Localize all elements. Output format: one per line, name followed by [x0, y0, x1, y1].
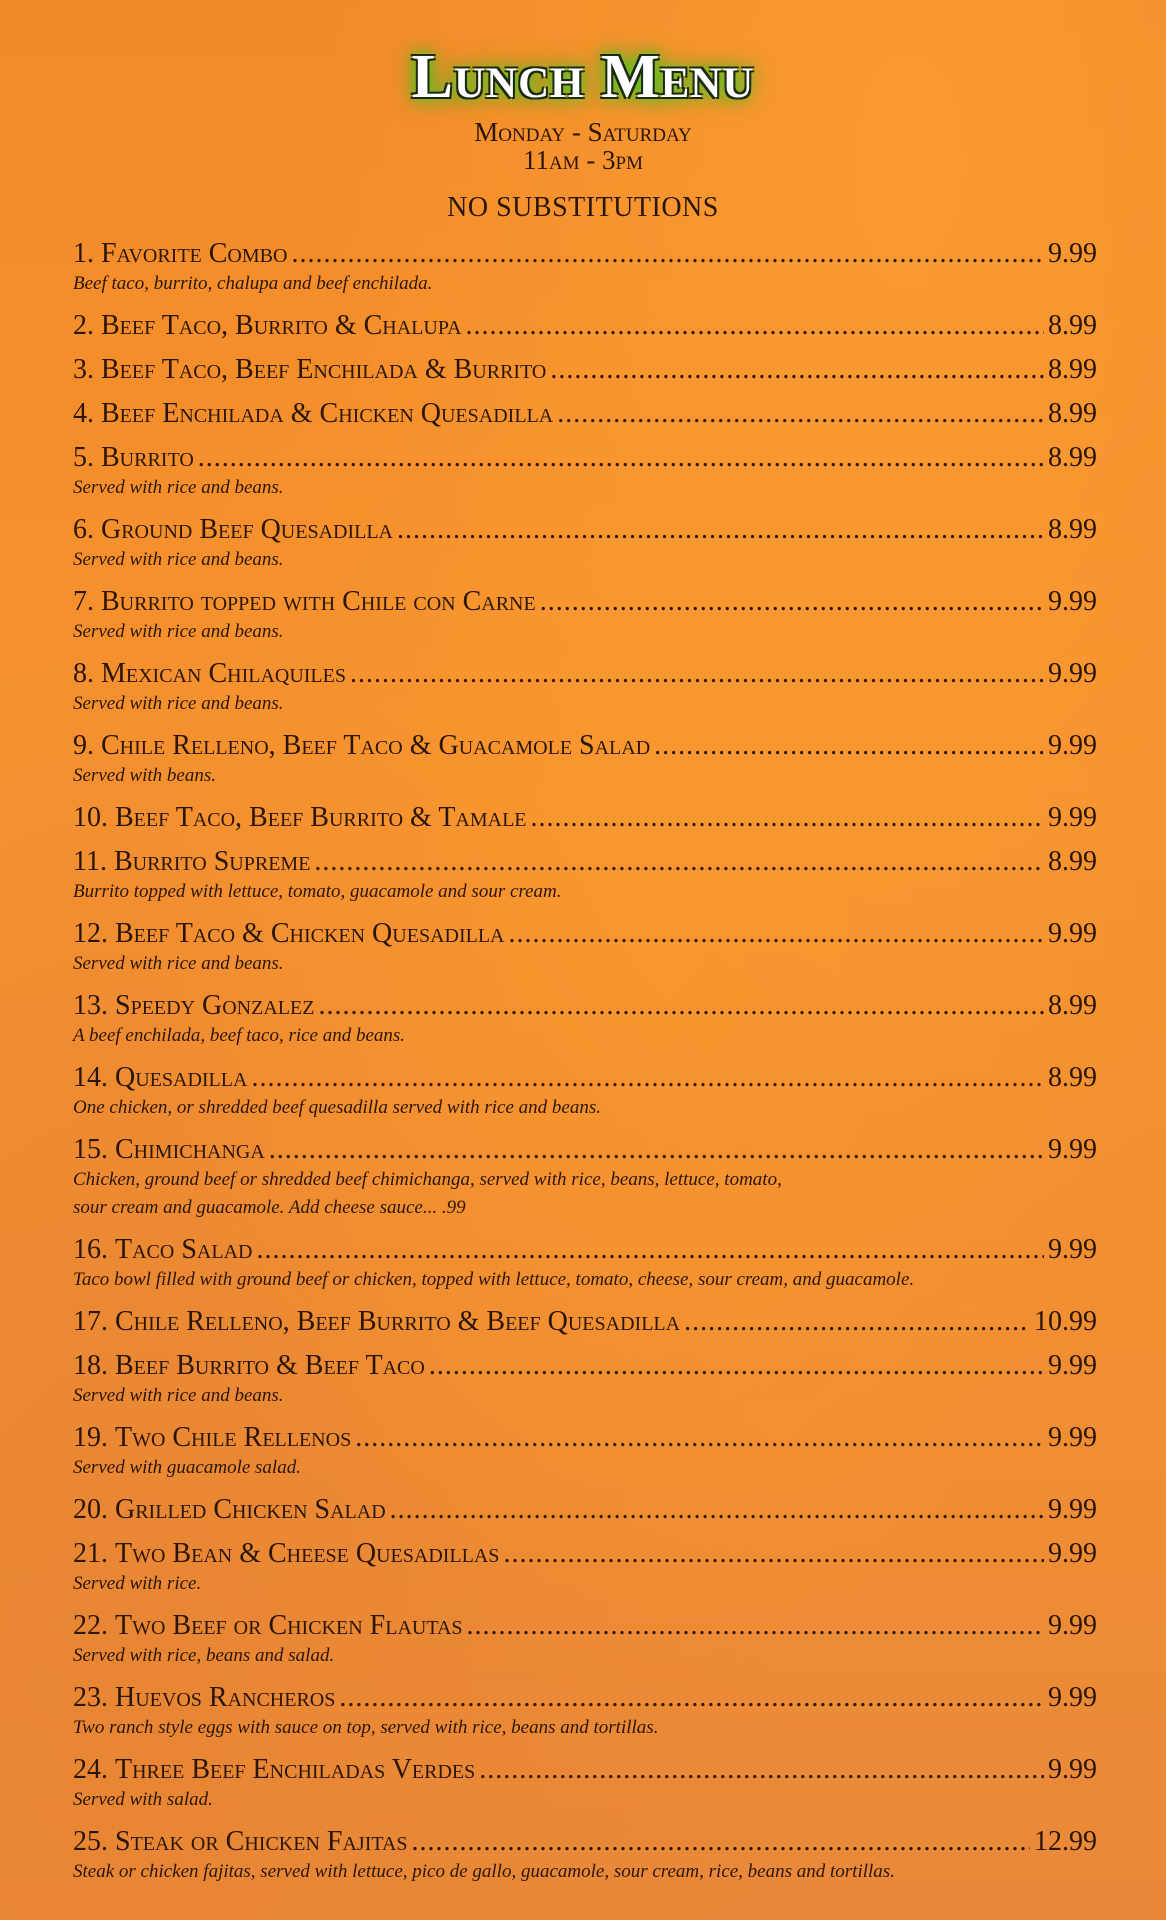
- dot-leader: [479, 1752, 1044, 1788]
- item-name: Taco Salad: [115, 1234, 253, 1265]
- item-number: 10.: [73, 802, 108, 833]
- menu-item: [73, 1680, 1097, 1742]
- item-price: 8.99: [1048, 514, 1097, 545]
- item-name: Mexican Chilaquiles: [101, 658, 346, 689]
- menu-item: [73, 1420, 1097, 1482]
- item-description: Served with rice.: [73, 1573, 202, 1594]
- menu-item: [73, 988, 1097, 1050]
- item-number: 22.: [73, 1610, 108, 1641]
- item-name: Beef Taco, Beef Burrito & Tamale: [115, 802, 527, 833]
- item-description: Two ranch style eggs with sauce on top, served with rice, beans and tortillas.: [73, 1717, 659, 1738]
- menu-item: [73, 1608, 1097, 1670]
- item-name: Grilled Chicken Salad: [115, 1494, 386, 1525]
- item-price: 8.99: [1048, 1062, 1097, 1093]
- item-description: Taco bowl filled with ground beef or chicken, topped with lettuce, tomato, cheese, sour cream, and guacamole.: [73, 1269, 915, 1290]
- dot-leader: [318, 988, 1044, 1024]
- item-price: 8.99: [1048, 442, 1097, 473]
- item-description: Served with rice and beans.: [73, 1385, 284, 1406]
- item-description: Served with rice and beans.: [73, 953, 284, 974]
- dot-leader: [540, 584, 1044, 620]
- item-number: 21.: [73, 1538, 108, 1569]
- item-description: Served with salad.: [73, 1789, 213, 1810]
- item-price: 9.99: [1048, 1538, 1097, 1569]
- item-price: 9.99: [1048, 1422, 1097, 1453]
- dot-leader: [684, 1304, 1030, 1340]
- item-number: 14.: [73, 1062, 108, 1093]
- menu-item: [73, 1348, 1097, 1410]
- item-name: Burrito: [101, 442, 194, 473]
- item-name: Chile Relleno, Beef Burrito & Beef Quesadilla: [115, 1306, 681, 1337]
- menu-item: [73, 236, 1097, 298]
- item-number: 18.: [73, 1350, 108, 1381]
- item-name: Two Beef or Chicken Flautas: [115, 1610, 463, 1641]
- dot-leader: [466, 308, 1044, 344]
- item-number: 4.: [73, 398, 94, 429]
- dot-leader: [269, 1132, 1044, 1168]
- item-description: Steak or chicken fajitas, served with lettuce, pico de gallo, guacamole, sour cream, rice, beans and tortillas.: [73, 1861, 895, 1882]
- item-name: Burrito topped with Chile con Carne: [101, 586, 536, 617]
- item-description: Beef taco, burrito, chalupa and beef enchilada.: [73, 273, 433, 294]
- item-description: Served with guacamole salad.: [73, 1457, 301, 1478]
- item-description: A beef enchilada, beef taco, rice and beans.: [73, 1025, 406, 1046]
- menu-title: Lunch Menu: [411, 43, 755, 111]
- menu-item: [73, 656, 1097, 718]
- item-number: 13.: [73, 990, 108, 1021]
- menu-header: [0, 0, 1166, 224]
- menu-item: [73, 512, 1097, 574]
- item-name: Burrito Supreme: [113, 846, 311, 877]
- item-price: 8.99: [1048, 398, 1097, 429]
- item-number: 15.: [73, 1134, 108, 1165]
- dot-leader: [412, 1824, 1030, 1860]
- item-description: Burrito topped with lettuce, tomato, guacamole and sour cream.: [73, 881, 562, 902]
- dot-leader: [654, 728, 1044, 764]
- item-name: Beef Burrito & Beef Taco: [115, 1350, 425, 1381]
- item-price: 9.99: [1048, 238, 1097, 269]
- menu-item: [73, 916, 1097, 978]
- dot-leader: [467, 1608, 1044, 1644]
- menu-item: [73, 1060, 1097, 1122]
- item-description: Served with rice and beans.: [73, 621, 284, 642]
- dot-leader: [429, 1348, 1044, 1384]
- item-name: Quesadilla: [115, 1062, 248, 1093]
- item-price: 9.99: [1048, 1350, 1097, 1381]
- item-description: Served with rice and beans.: [73, 693, 284, 714]
- item-name: Chile Relleno, Beef Taco & Guacamole Salad: [101, 730, 651, 761]
- item-price: 8.99: [1048, 354, 1097, 385]
- item-number: 24.: [73, 1754, 108, 1785]
- dot-leader: [503, 1536, 1044, 1572]
- menu-item: [73, 1304, 1097, 1340]
- item-price: 8.99: [1048, 846, 1097, 877]
- menu-item: [73, 1536, 1097, 1598]
- menu-item: [73, 1232, 1097, 1294]
- item-number: 9.: [73, 730, 94, 761]
- item-name: Chimichanga: [115, 1134, 265, 1165]
- dot-leader: [390, 1492, 1044, 1528]
- menu-item: [73, 728, 1097, 790]
- dot-leader: [314, 844, 1044, 880]
- dot-leader: [557, 396, 1044, 432]
- item-name: Two Bean & Cheese Quesadillas: [115, 1538, 500, 1569]
- item-number: 17.: [73, 1306, 108, 1337]
- item-name: Favorite Combo: [101, 238, 288, 269]
- dot-leader: [291, 236, 1044, 272]
- item-name: Steak or Chicken Fajitas: [115, 1826, 408, 1857]
- item-number: 11.: [73, 846, 107, 877]
- item-price: 9.99: [1048, 1134, 1097, 1165]
- item-number: 19.: [73, 1422, 108, 1453]
- item-price: 9.99: [1048, 1494, 1097, 1525]
- item-number: 7.: [73, 586, 94, 617]
- item-description: Served with rice and beans.: [73, 549, 284, 570]
- menu-item: [73, 396, 1097, 432]
- item-description: Served with rice and beans.: [73, 477, 284, 498]
- item-price: 8.99: [1048, 310, 1097, 341]
- item-name: Beef Enchilada & Chicken Quesadilla: [101, 398, 554, 429]
- item-price: 10.99: [1034, 1306, 1097, 1337]
- item-number: 23.: [73, 1682, 108, 1713]
- item-name: Three Beef Enchiladas Verdes: [115, 1754, 476, 1785]
- item-price: 9.99: [1048, 1682, 1097, 1713]
- item-name: Beef Taco, Burrito & Chalupa: [101, 310, 462, 341]
- item-number: 16.: [73, 1234, 108, 1265]
- item-description: Chicken, ground beef or shredded beef chimichanga, served with rice, beans, lettuce, tomato, sour cream and guacamole. Add cheese sauce... .99: [73, 1169, 782, 1218]
- item-price: 9.99: [1048, 918, 1097, 949]
- menu-item: [73, 800, 1097, 836]
- item-description: Served with beans.: [73, 765, 217, 786]
- dot-leader: [350, 656, 1044, 692]
- item-description: Served with rice, beans and salad.: [73, 1645, 335, 1666]
- item-price: 8.99: [1048, 990, 1097, 1021]
- item-number: 6.: [73, 514, 94, 545]
- dot-leader: [339, 1680, 1044, 1716]
- item-price: 9.99: [1048, 658, 1097, 689]
- item-price: 9.99: [1048, 1754, 1097, 1785]
- dot-leader: [355, 1420, 1044, 1456]
- menu-item: [73, 1824, 1097, 1886]
- menu-item: [73, 844, 1097, 906]
- dot-leader: [198, 440, 1044, 476]
- menu-item: [73, 584, 1097, 646]
- item-price: 9.99: [1048, 802, 1097, 833]
- item-number: 1.: [73, 238, 94, 269]
- item-name: Ground Beef Quesadilla: [101, 514, 393, 545]
- no-substitutions-notice: NO SUBSTITUTIONS: [447, 192, 719, 223]
- item-name: Two Chile Rellenos: [115, 1422, 352, 1453]
- item-description: One chicken, or shredded beef quesadilla served with rice and beans.: [73, 1097, 602, 1118]
- item-price: 9.99: [1048, 1610, 1097, 1641]
- dot-leader: [550, 352, 1044, 388]
- menu-item: [73, 1132, 1097, 1222]
- dot-leader: [251, 1060, 1044, 1096]
- item-number: 20.: [73, 1494, 108, 1525]
- item-price: 9.99: [1048, 1234, 1097, 1265]
- menu-hours: 11am - 3pm: [522, 145, 644, 175]
- item-number: 5.: [73, 442, 94, 473]
- dot-leader: [256, 1232, 1044, 1268]
- item-number: 3.: [73, 354, 94, 385]
- item-number: 25.: [73, 1826, 108, 1857]
- item-price: 9.99: [1048, 730, 1097, 761]
- item-name: Speedy Gonzalez: [115, 990, 315, 1021]
- menu-item: [73, 440, 1097, 502]
- item-name: Beef Taco, Beef Enchilada & Burrito: [101, 354, 547, 385]
- menu-item: [73, 1752, 1097, 1814]
- dot-leader: [531, 800, 1044, 836]
- menu-item: [73, 352, 1097, 388]
- item-price: 12.99: [1034, 1826, 1097, 1857]
- item-price: 9.99: [1048, 586, 1097, 617]
- menu-days: Monday - Saturday: [474, 117, 692, 147]
- dot-leader: [397, 512, 1044, 548]
- item-name: Beef Taco & Chicken Quesadilla: [115, 918, 505, 949]
- menu-item: [73, 1492, 1097, 1528]
- item-number: 2.: [73, 310, 94, 341]
- item-number: 8.: [73, 658, 94, 689]
- dot-leader: [509, 916, 1045, 952]
- menu-item: [73, 308, 1097, 344]
- item-number: 12.: [73, 918, 108, 949]
- item-name: Huevos Rancheros: [115, 1682, 336, 1713]
